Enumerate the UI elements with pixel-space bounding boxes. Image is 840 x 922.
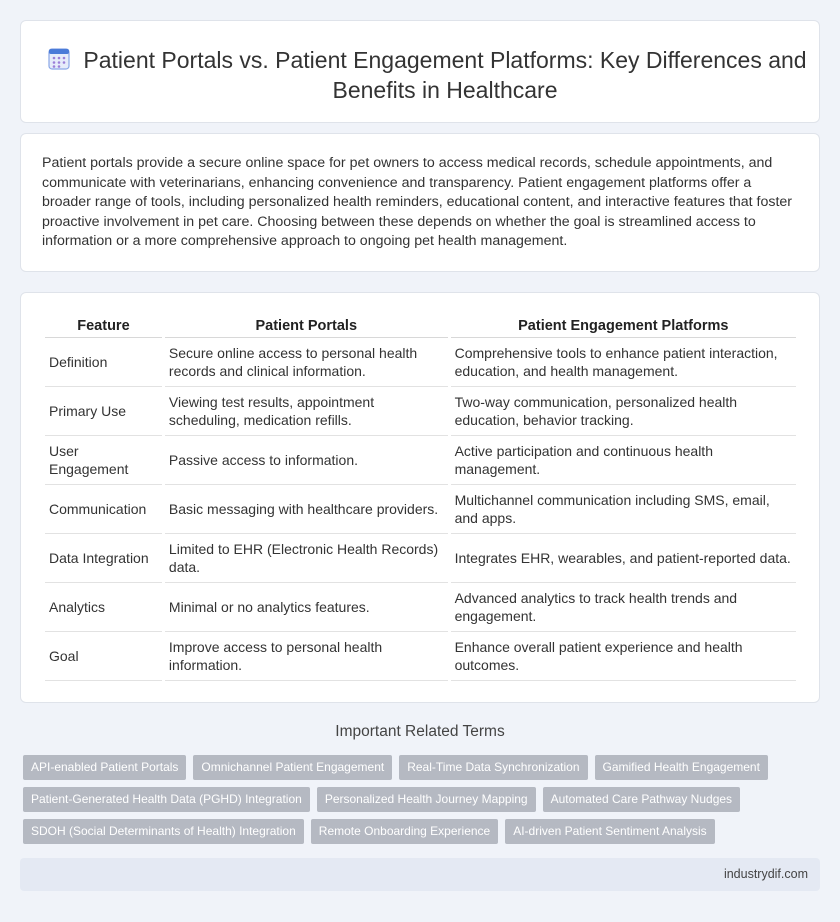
related-terms-heading: Important Related Terms: [335, 723, 505, 740]
related-term-tag[interactable]: Real-Time Data Synchronization: [399, 755, 587, 780]
tag-row: [23, 787, 823, 819]
row-platform-cell: Two-way communication, personalized health education, behavior tracking.: [451, 387, 796, 436]
row-portal-cell: Minimal or no analytics features.: [165, 583, 448, 632]
header-engagement-platforms: Patient Engagement Platforms: [451, 316, 796, 338]
table-row: [45, 436, 796, 485]
related-term-tag[interactable]: SDOH (Social Determinants of Health) Integration: [23, 819, 304, 844]
table-row: [45, 534, 796, 583]
comparison-table-card: [20, 292, 820, 703]
row-feature-cell: Analytics: [45, 583, 162, 632]
related-term-tag[interactable]: Automated Care Pathway Nudges: [543, 787, 740, 812]
table-row: [45, 338, 796, 387]
tag-row: [23, 819, 823, 851]
footer-site-link[interactable]: industrydif.com: [723, 867, 808, 881]
related-term-tag[interactable]: Patient-Generated Health Data (PGHD) Integration: [23, 787, 310, 812]
row-portal-cell: Improve access to personal health information.: [165, 632, 448, 681]
comparison-table: [42, 316, 799, 681]
row-portal-cell: Limited to EHR (Electronic Health Records) data.: [165, 534, 448, 583]
page-title: Patient Portals vs. Patient Engagement Platforms: Key Differences and Benefits in Healthcare: [83, 47, 807, 103]
table-row: [45, 632, 796, 681]
row-portal-cell: Secure online access to personal health records and clinical information.: [165, 338, 448, 387]
related-term-tag[interactable]: API-enabled Patient Portals: [23, 755, 186, 780]
row-platform-cell: Comprehensive tools to enhance patient interaction, education, and health management.: [451, 338, 796, 387]
related-term-tag[interactable]: Personalized Health Journey Mapping: [317, 787, 536, 812]
table-row: [45, 583, 796, 632]
header-feature: Feature: [45, 316, 162, 338]
table-header-row: [45, 316, 796, 338]
row-platform-cell: Enhance overall patient experience and health outcomes.: [451, 632, 796, 681]
intro-card: [20, 133, 820, 272]
related-term-tag[interactable]: Gamified Health Engagement: [595, 755, 768, 780]
related-term-tag[interactable]: AI-driven Patient Sentiment Analysis: [505, 819, 714, 844]
row-feature-cell: Goal: [45, 632, 162, 681]
row-feature-cell: Primary Use: [45, 387, 162, 436]
tag-row: [23, 755, 823, 787]
row-portal-cell: Passive access to information.: [165, 436, 448, 485]
title-card: [20, 20, 820, 123]
row-portal-cell: Basic messaging with healthcare providers.: [165, 485, 448, 534]
intro-paragraph: Patient portals provide a secure online space for pet owners to access medical records, schedule appointments, and communicate with veterinarians, enhancing convenience and transparency. Patient engagement platforms offer a broader range of tools, including personalized health reminders, educational content, and interactive features that foster proactive involvement in pet care. Choosing between these depends on whether the goal is streamlined access to information or a more comprehensive approach to ongoing pet health management.: [42, 155, 793, 249]
row-platform-cell: Integrates EHR, wearables, and patient-reported data.: [451, 534, 796, 583]
table-row: [45, 485, 796, 534]
row-feature-cell: Communication: [45, 485, 162, 534]
footer: [20, 858, 820, 891]
row-portal-cell: Viewing test results, appointment scheduling, medication refills.: [165, 387, 448, 436]
table-row: [45, 387, 796, 436]
related-term-tag[interactable]: Omnichannel Patient Engagement: [193, 755, 392, 780]
row-feature-cell: Definition: [45, 338, 162, 387]
header-patient-portals: Patient Portals: [165, 316, 448, 338]
row-platform-cell: Advanced analytics to track health trends and engagement.: [451, 583, 796, 632]
row-platform-cell: Multichannel communication including SMS, email, and apps.: [451, 485, 796, 534]
related-terms-list: [23, 755, 823, 851]
row-feature-cell: User Engagement: [45, 436, 162, 485]
related-term-tag[interactable]: Remote Onboarding Experience: [311, 819, 498, 844]
document-grid-icon: [47, 48, 71, 70]
row-platform-cell: Active participation and continuous health management.: [451, 436, 796, 485]
row-feature-cell: Data Integration: [45, 534, 162, 583]
